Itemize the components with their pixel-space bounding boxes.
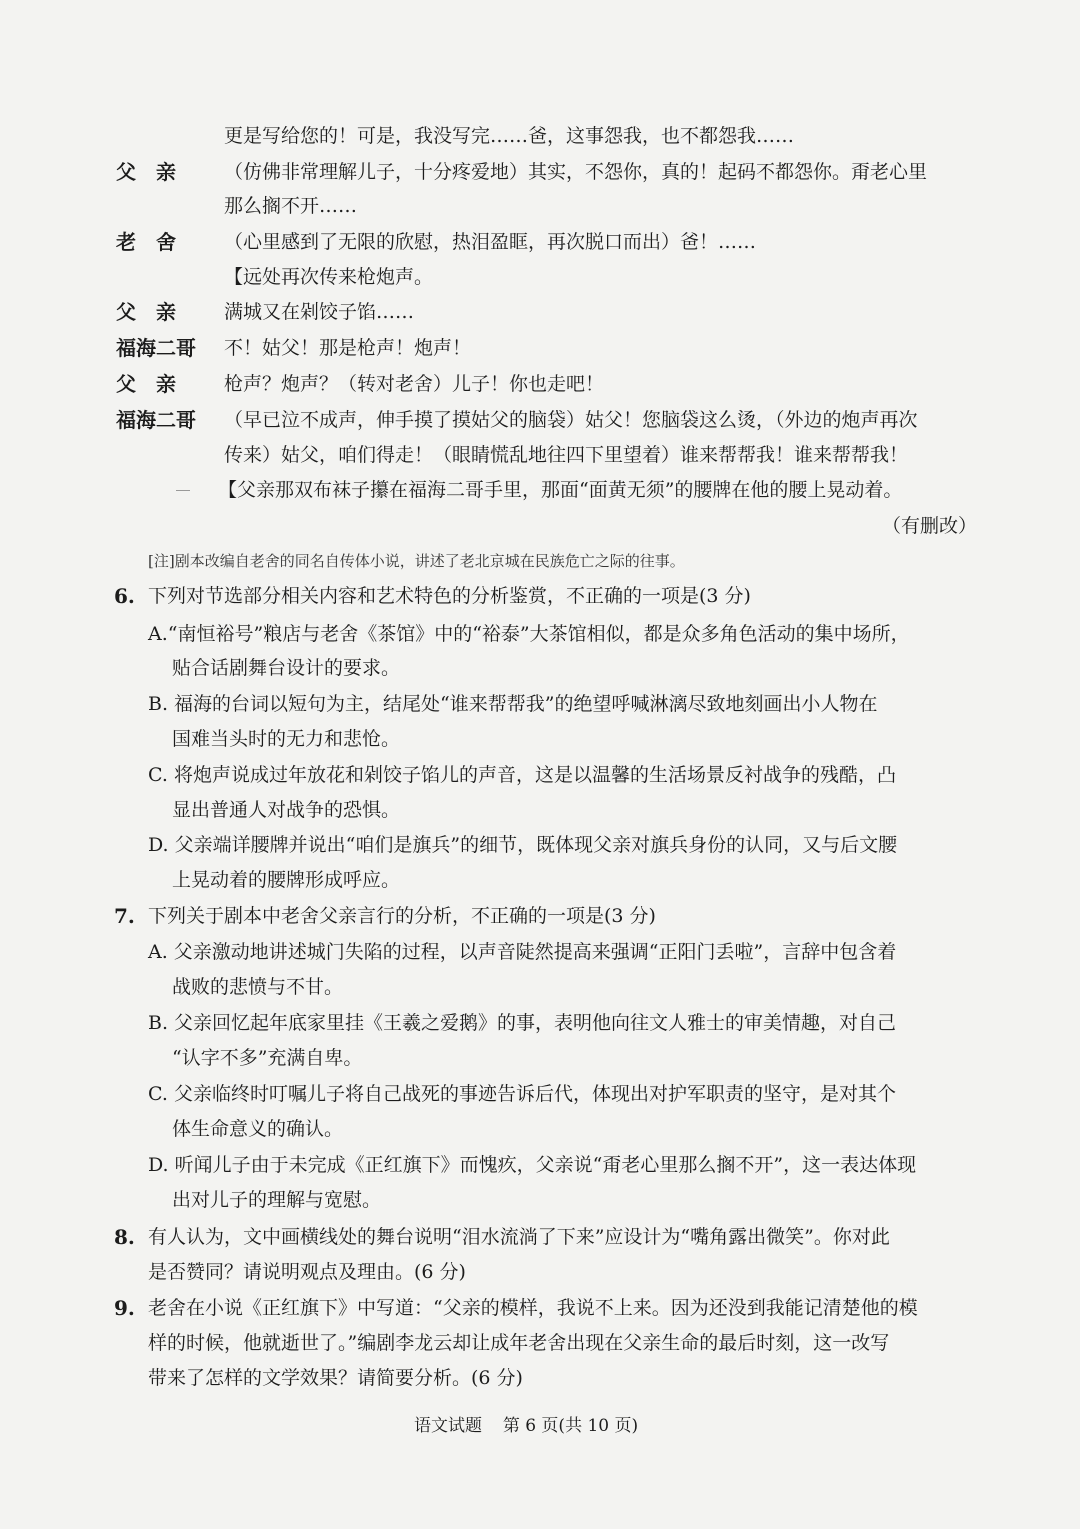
question-stem: 有人认为，文中画横线处的舞台说明“泪水流淌了下来”应设计为“嘴角露出微笑”。你对此 bbox=[148, 1226, 890, 1248]
footer-page-info: 第 6 页(共 10 页) bbox=[502, 1416, 639, 1436]
underline-mark bbox=[176, 490, 190, 491]
option-a: A.“南恒裕号”粮店与老舍《茶馆》中的“裕泰”大茶馆相似，都是众多角色活动的集中场所， bbox=[148, 623, 910, 645]
question-stem: 下列对节选部分相关内容和艺术特色的分析鉴赏，不正确的一项是(3 分) bbox=[148, 585, 751, 607]
question-stem-cont: 样的时候，他就逝世了。”编剧李龙云却让成年老舍出现在父亲生命的最后时刻，这一改写 bbox=[148, 1332, 890, 1354]
dialogue-line: 传来）姑父，咱们得走！（眼睛慌乱地往四下里望着）谁来帮帮我！谁来帮帮我！ bbox=[224, 444, 909, 466]
option-a-cont: 战败的悲愤与不甘。 bbox=[172, 976, 344, 998]
option-b-cont: 国难当头时的无力和悲怆。 bbox=[172, 728, 401, 750]
speaker-father: 父 亲 bbox=[116, 160, 176, 184]
option-b: B. 福海的台词以短句为主，结尾处“谁来帮帮我”的绝望呼喊淋漓尽致地刻画出小人物在 bbox=[148, 693, 878, 715]
option-d-cont: 上晃动着的腰牌形成呼应。 bbox=[172, 869, 401, 891]
option-a: A. 父亲激动地讲述城门失陷的过程，以声音陡然提高来强调“正阳门丢啦”，言辞中包含着 bbox=[148, 941, 897, 963]
option-c-cont: 体生命意义的确认。 bbox=[172, 1118, 344, 1140]
footer-subject: 语文试题 bbox=[414, 1416, 482, 1436]
dialogue-line: （早已泣不成声，伸手摸了摸姑父的脑袋）姑父！您脑袋这么烫，（外边的炮声再次 bbox=[224, 409, 918, 431]
script-continuation: 更是写给您的！可是，我没写完……爸，这事怨我，也不都怨我…… bbox=[224, 125, 795, 147]
option-a-cont: 贴合话剧舞台设计的要求。 bbox=[172, 657, 401, 679]
option-c: C. 将炮声说成过年放花和剁饺子馅儿的声音，这是以温馨的生活场景反衬战争的残酷，凸 bbox=[148, 764, 896, 786]
option-c: C. 父亲临终时叮嘱儿子将自己战死的事迹告诉后代，体现出对护军职责的坚守，是对其个 bbox=[148, 1083, 896, 1105]
question-stem: 老舍在小说《正红旗下》中写道：“父亲的模样，我说不上来。因为还没到我能记清楚他的模 bbox=[148, 1297, 918, 1319]
question-stem-cont: 是否赞同？请说明观点及理由。(6 分) bbox=[148, 1261, 466, 1283]
speaker-fuhai: 福海二哥 bbox=[116, 408, 196, 432]
question-number: 9. bbox=[114, 1296, 135, 1320]
dialogue-line: 枪声？炮声？（转对老舍）儿子！你也走吧！ bbox=[224, 373, 605, 395]
question-number: 8. bbox=[114, 1225, 135, 1249]
stage-direction: 【父亲那双布袜子攥在福海二哥手里，那面“面黄无须”的腰牌在他的腰上晃动着。 bbox=[218, 479, 903, 501]
speaker-fuhai: 福海二哥 bbox=[116, 336, 196, 360]
speaker-laoshe: 老 舍 bbox=[116, 230, 176, 254]
option-d: D. 父亲端详腰牌并说出“咱们是旗兵”的细节，既体现父亲对旗兵身份的认同，又与后文腰 bbox=[148, 834, 898, 856]
dialogue-line: 满城又在剁饺子馅…… bbox=[224, 301, 415, 323]
question-number: 6. bbox=[114, 584, 135, 608]
dialogue-line: （仿佛非常理解儿子，十分疼爱地）其实，不怨你，真的！起码不都怨你。甭老心里 bbox=[224, 161, 928, 183]
question-stem: 下列关于剧本中老舍父亲言行的分析，不正确的一项是(3 分) bbox=[148, 905, 656, 927]
dialogue-line: （心里感到了无限的欣慰，热泪盈眶，再次脱口而出）爸！…… bbox=[224, 231, 757, 253]
source-note: （有删改） bbox=[882, 515, 978, 537]
option-d-cont: 出对儿子的理解与宽慰。 bbox=[172, 1189, 382, 1211]
question-stem-cont: 带来了怎样的文学效果？请简要分析。(6 分) bbox=[148, 1367, 523, 1389]
dialogue-line: 不！姑父！那是枪声！炮声！ bbox=[224, 337, 472, 359]
option-c-cont: 显出普通人对战争的恐惧。 bbox=[172, 799, 401, 821]
page-footer bbox=[414, 1415, 638, 1437]
option-b-cont: “认字不多”充满自卑。 bbox=[172, 1047, 363, 1069]
speaker-father: 父 亲 bbox=[116, 300, 176, 324]
option-d: D. 听闻儿子由于未完成《正红旗下》而愧疚，父亲说“甭老心里那么搁不开”，这一表达体现 bbox=[148, 1154, 917, 1176]
option-b: B. 父亲回忆起年底家里挂《王羲之爱鹅》的事，表明他向往文人雅士的审美情趣，对自己 bbox=[148, 1012, 897, 1034]
stage-direction: 【远处再次传来枪炮声。 bbox=[224, 266, 434, 288]
question-number: 7. bbox=[114, 904, 135, 928]
dialogue-line: 那么搁不开…… bbox=[224, 195, 358, 217]
speaker-father: 父 亲 bbox=[116, 372, 176, 396]
annotation: [注]剧本改编自老舍的同名自传体小说，讲述了老北京城在民族危亡之际的往事。 bbox=[148, 552, 685, 570]
